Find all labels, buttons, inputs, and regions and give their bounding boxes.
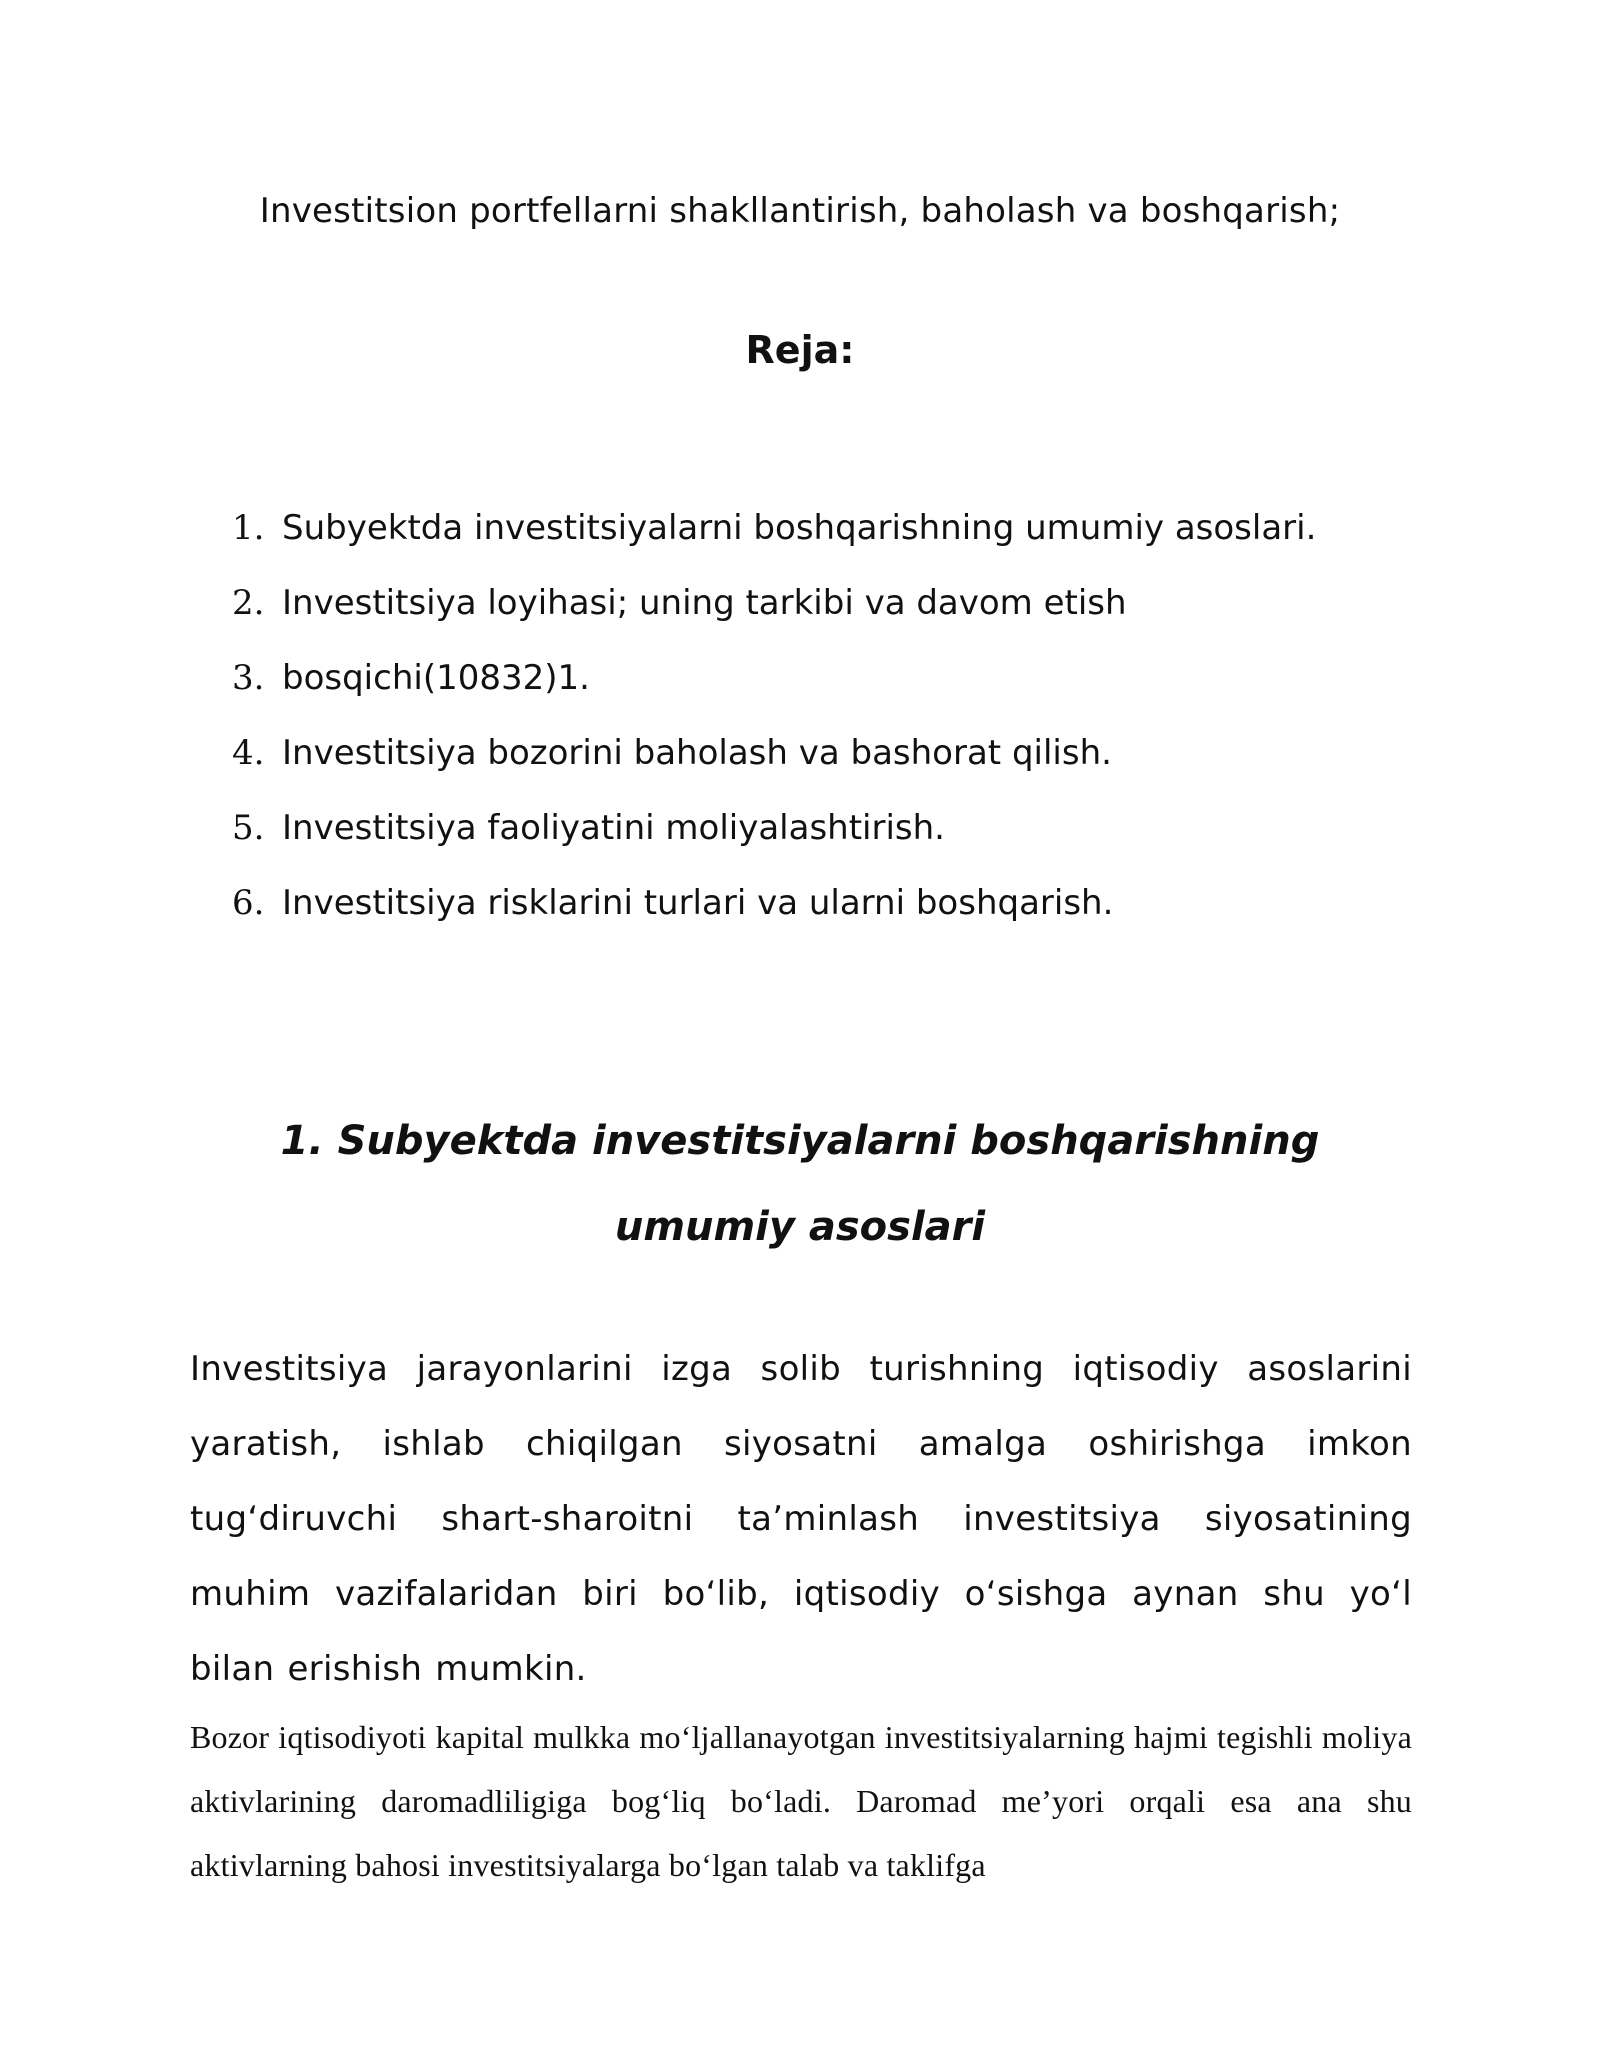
- plan-item-text: Investitsiya bozorini baholash va bashorat qilish.: [282, 733, 1112, 773]
- plan-item: [232, 878, 1432, 953]
- plan-item-number: 4.: [232, 733, 265, 773]
- plan-item-number: 1.: [232, 508, 265, 548]
- plan-item-text: Investitsiya risklarini turlari va ularni boshqarish.: [282, 883, 1114, 923]
- document-title: Investitsion portfellarni shakllantirish, baholash va boshqarish;: [259, 191, 1341, 231]
- plan-item: [232, 578, 1432, 653]
- plan-item-text: Investitsiya loyihasi; uning tarkibi va davom etish: [282, 583, 1127, 623]
- body-paragraph: Bozor iqtisodiyoti kapital mulkka mo‘ljallanayotgan investitsiyalarning hajmi tegishli moliya aktivlarining daromadliligiga bog‘liq bo‘ladi. Daromad me’yori orqali esa ana shu aktivlarning bahosi investitsiyalarga bo‘lgan talab va taklifga: [190, 1719, 1412, 1883]
- section-heading: 1. Subyektda investitsiyalarni boshqarishning umumiy asoslari: [280, 1118, 1320, 1250]
- plan-item-number: 2.: [232, 583, 265, 623]
- plan-list: [232, 503, 1432, 953]
- body-paragraph: Investitsiya jarayonlarini izga solib turishning iqtisodiy asoslarini yaratish, ishlab chiqilgan siyosatni amalga oshirishga imkon tug‘diruvchi shart-sharoitni ta’minlash investitsiya siyosatining muhim vazifalaridan biri bo‘lib, iqtisodiy o‘sishga aynan shu yo‘l bilan erishish mumkin.: [190, 1349, 1412, 1689]
- plan-item: [232, 728, 1432, 803]
- plan-item: [232, 653, 1432, 728]
- plan-item-number: 5.: [232, 808, 265, 848]
- plan-item-text: bosqichi(10832)1.: [282, 658, 590, 698]
- plan-item: [232, 803, 1432, 878]
- plan-item-number: 6.: [232, 883, 265, 923]
- plan-heading: Reja:: [745, 328, 855, 372]
- plan-item: [232, 503, 1432, 578]
- plan-item-number: 3.: [232, 658, 265, 698]
- plan-item-text: Subyektda investitsiyalarni boshqarishning umumiy asoslari.: [282, 508, 1317, 548]
- plan-item-text: Investitsiya faoliyatini moliyalashtirish.: [282, 808, 945, 848]
